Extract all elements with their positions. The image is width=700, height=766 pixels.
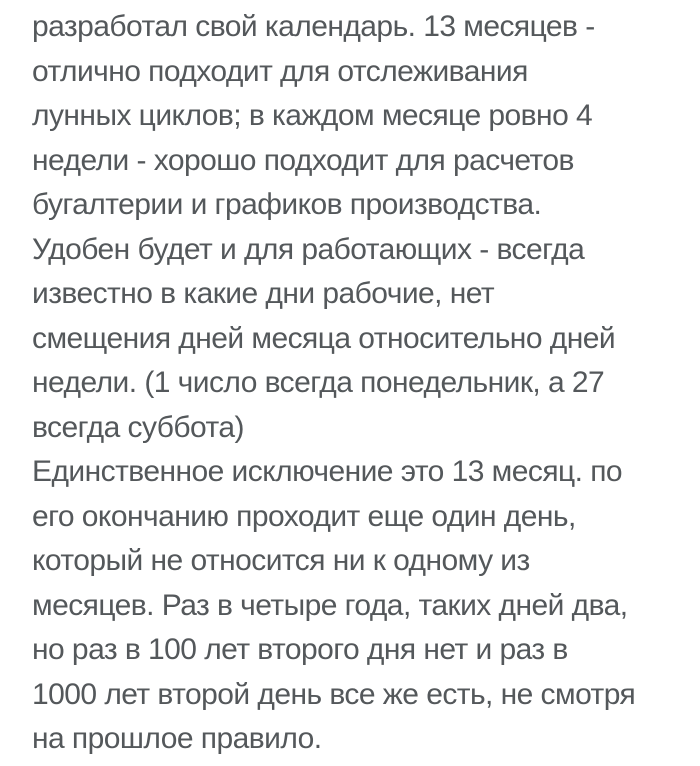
text-line: который не относится ни к одному из (32, 544, 530, 577)
text-line: его окончанию проходит еще один день, (32, 499, 576, 533)
text-line: лунных циклов; в каждом месяце ровно 4 (32, 99, 593, 132)
text-line: разработал свой календарь. 13 месяцев - (32, 10, 595, 43)
text-line: известно в какие дни рабочие, нет (32, 277, 495, 310)
text-line: всегда суббота) (32, 410, 244, 444)
text-line: Удобен будет и для работающих - всегда (32, 232, 585, 266)
text-line: на прошлое правило. (32, 722, 322, 755)
text-line: бугалтерии и графиков производства. (32, 188, 542, 221)
text-line: месяцев. Раз в четыре года, таких дней два, (32, 588, 628, 622)
text-line: 1000 лет второй день все же есть, не смотря (32, 677, 636, 711)
text-line: но раз в 100 лет второго дня нет и раз в (32, 633, 568, 666)
text-line: смещения дней месяца относительно дней (32, 321, 616, 355)
text-line: недели - хорошо подходит для расчетов (32, 143, 574, 177)
text-line: отлично подходит для отслеживания (32, 54, 528, 88)
text-line: Единственное исключение это 13 месяц. по (32, 455, 623, 488)
text-line: недели. (1 число всегда понедельник, а 27 (32, 366, 605, 399)
